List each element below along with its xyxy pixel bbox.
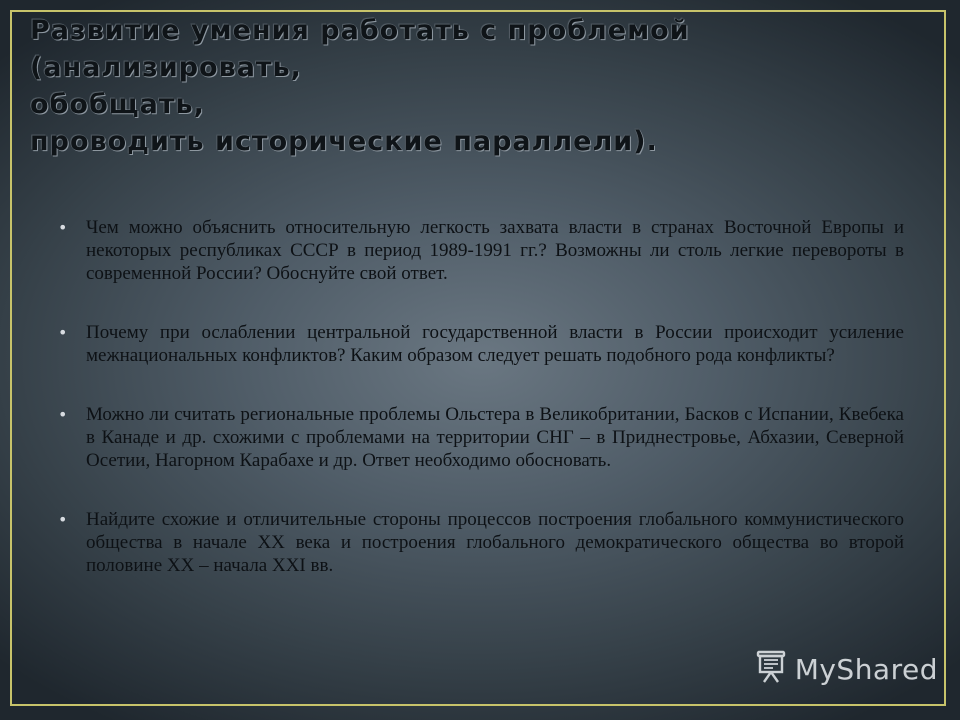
projector-screen-icon bbox=[753, 649, 789, 690]
bullet-icon: • bbox=[58, 218, 68, 237]
bullet-icon: • bbox=[58, 510, 68, 529]
question-text: Почему при ослаблении центральной государственной власти в России происходит усиление межнациональных конфликтов? Каким образом следует решать подобного рода конфликты? bbox=[86, 322, 904, 366]
list-item bbox=[58, 403, 904, 472]
list-item bbox=[58, 321, 904, 367]
title-line: Развитие умения работать с проблемой (анализировать, bbox=[30, 15, 690, 83]
slide-title bbox=[30, 12, 930, 160]
watermark[interactable] bbox=[753, 649, 938, 690]
list-item bbox=[58, 508, 904, 577]
title-line: обобщать, bbox=[30, 89, 205, 120]
question-text: Найдите схожие и отличительные стороны процессов построения глобального коммунистического общества в начале XX века и построения глобального демократического общества во второй половине XX – начала XXI вв. bbox=[86, 509, 904, 576]
bullet-icon: • bbox=[58, 323, 68, 342]
list-item bbox=[58, 216, 904, 285]
question-list bbox=[58, 216, 904, 613]
question-text: Чем можно объяснить относительную легкость захвата власти в странах Восточной Европы и некоторых республиках СССР в период 1989-1991 гг.? Возможны ли столь легкие перевороты в современной России? Обоснуйте свой ответ. bbox=[86, 217, 904, 284]
title-line: проводить исторические параллели). bbox=[30, 126, 658, 157]
bullet-icon: • bbox=[58, 405, 68, 424]
question-text: Можно ли считать региональные проблемы Ольстера в Великобритании, Басков с Испании, Квебека в Канаде и др. схожими с проблемами на территории СНГ – в Приднестровье, Абхазии, Северной Осетии, Нагорном Карабахе и др. Ответ необходимо обосновать. bbox=[86, 404, 904, 471]
watermark-text: MyShared bbox=[794, 653, 938, 686]
